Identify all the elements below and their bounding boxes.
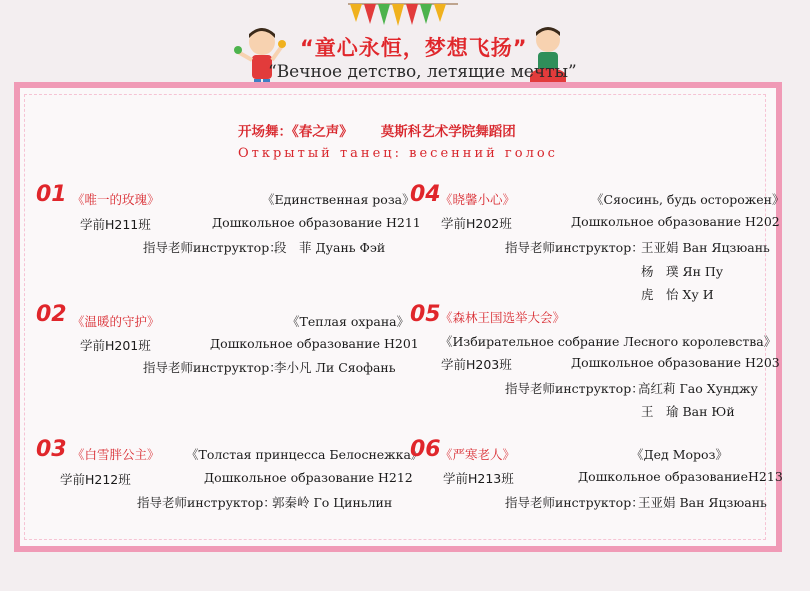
program-class-ru: Дошкольное образование H211 bbox=[212, 215, 421, 230]
program-teacher: 郭秦岭 Го Циньлин bbox=[272, 495, 393, 510]
program-number: 04 bbox=[410, 182, 441, 207]
garland-icon bbox=[348, 0, 458, 30]
program-title-ru: 《Единственная роза》 bbox=[262, 192, 415, 207]
program-title-ru: 《Избирательное собрание Лесного королевства》 bbox=[440, 334, 777, 349]
program-class-cn: 学前H212班 bbox=[60, 472, 131, 487]
program-title-ru: 《Дед Мороз》 bbox=[631, 447, 728, 462]
program-title-ru: 《Теплая охрана》 bbox=[287, 314, 410, 329]
program-teacher-label: 指导老师инструктор： bbox=[505, 381, 644, 396]
program-title-cn: 《温暖的守护》 bbox=[72, 314, 160, 329]
program-title-cn: 《严寒老人》 bbox=[440, 447, 516, 462]
opening-dance bbox=[238, 120, 516, 140]
program-class-ru: Дошкольное образование H202 bbox=[571, 214, 780, 229]
program-title-cn: 《晓馨小心》 bbox=[440, 192, 516, 207]
program-teacher-label: 指导老师инструктор： bbox=[505, 240, 644, 255]
page-subtitle: “Вечное детство, летящие мечты” bbox=[268, 62, 577, 82]
program-title-ru: 《Толстая принцесса Белоснежка》 bbox=[186, 447, 424, 462]
program-class-ru: Дошкольное образование H212 bbox=[204, 470, 413, 485]
program-teacher: 杨 璞 Ян Пу bbox=[641, 264, 724, 279]
program-title-cn: 《森林王国选举大会》 bbox=[440, 310, 566, 325]
program-class-cn: 学前H213班 bbox=[443, 471, 514, 486]
program-class-ru: Дошкольное образованиеH213 bbox=[578, 469, 783, 484]
program-class-cn: 学前H202班 bbox=[441, 216, 512, 231]
program-teacher: 李小凡 Ли Сяофань bbox=[274, 360, 396, 375]
program-teacher: 王亚娟 Ван Яцзюань bbox=[641, 240, 770, 255]
program-teacher-label: 指导老师инструктор： bbox=[137, 495, 276, 510]
opening-label: 开场舞：《春之声》 bbox=[238, 124, 353, 140]
program-teacher-label: 指导老师инструктор： bbox=[143, 360, 282, 375]
program-teacher-label: 指导老师инструктор： bbox=[143, 240, 282, 255]
program-number: 06 bbox=[410, 437, 441, 462]
program-title-cn: 《白雪胖公主》 bbox=[72, 447, 160, 462]
program-number: 03 bbox=[36, 437, 67, 462]
program-teacher: 王 瑜 Ван Юй bbox=[641, 404, 735, 419]
program-class-cn: 学前H203班 bbox=[441, 357, 512, 372]
program-class-cn: 学前H201班 bbox=[80, 338, 151, 353]
program-title-cn: 《唯一的玫瑰》 bbox=[72, 192, 160, 207]
program-teacher-label: 指导老师инструктор： bbox=[505, 495, 644, 510]
opening-dance-ru: Открытый танец: весенний голос bbox=[238, 146, 558, 161]
program-number: 01 bbox=[36, 182, 67, 207]
page-title: “童心永恒，梦想飞扬” bbox=[300, 36, 528, 60]
program-teacher: 段 菲 Дуань Фэй bbox=[274, 240, 386, 255]
program-class-ru: Дошкольное образование H201 bbox=[210, 336, 419, 351]
opening-troupe: 莫斯科艺术学院舞蹈团 bbox=[380, 124, 516, 140]
program-number: 02 bbox=[36, 302, 67, 327]
program-teacher: 虎 怡 Ху И bbox=[641, 287, 714, 302]
program-number: 05 bbox=[410, 302, 441, 327]
program-title-ru: 《Сяосинь, будь осторожен》 bbox=[591, 192, 785, 207]
program-teacher: 高红莉 Гао Хунджу bbox=[638, 381, 758, 396]
program-teacher: 王亚娟 Ван Яцзюань bbox=[638, 495, 767, 510]
program-class-cn: 学前H211班 bbox=[80, 217, 151, 232]
program-class-ru: Дошкольное образование H203 bbox=[571, 355, 780, 370]
